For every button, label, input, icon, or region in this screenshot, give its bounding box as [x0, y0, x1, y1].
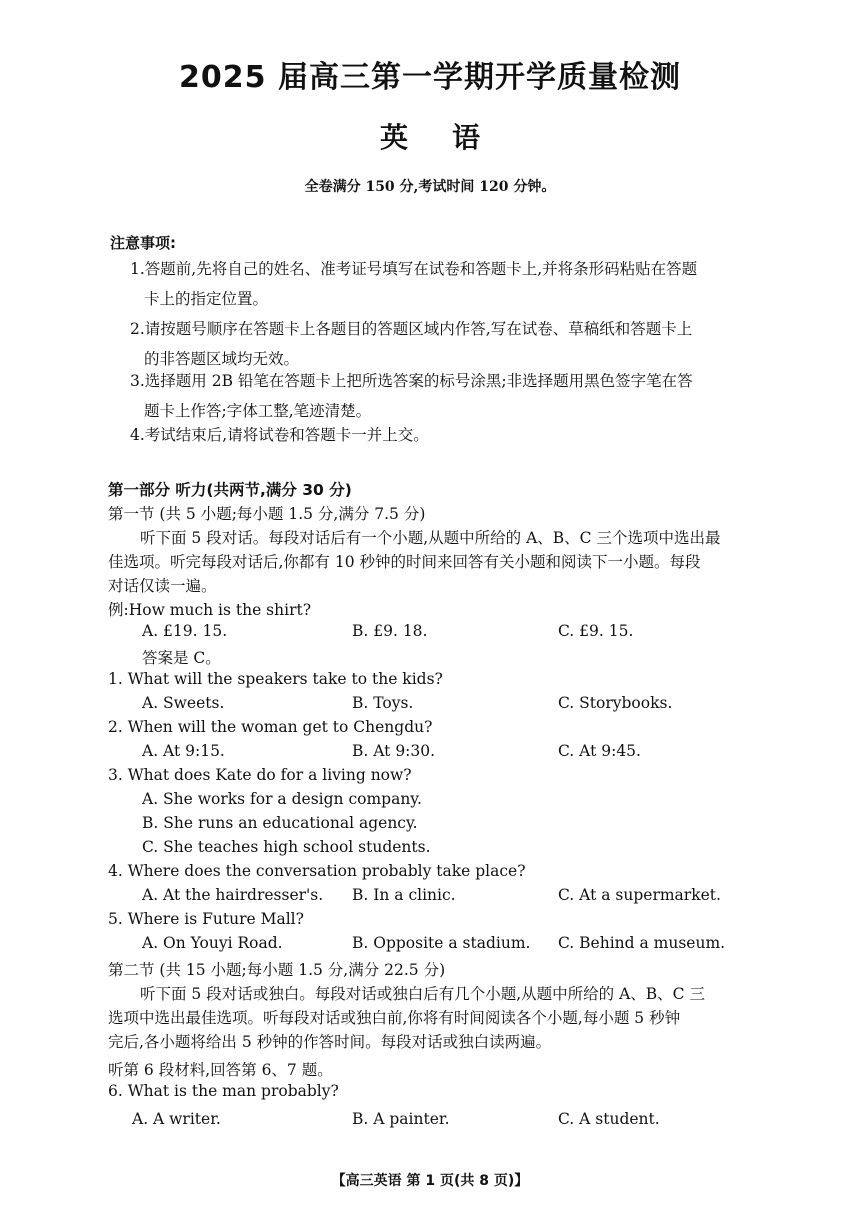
question-4: 4. Where does the conversation probably take place?: [108, 862, 526, 880]
exam-meta: 全卷满分 150 分,考试时间 120 分钟。: [304, 179, 556, 195]
q4-option-b: B. In a clinic.: [352, 886, 456, 904]
notice-item-4: [130, 420, 770, 450]
question-5: 5. Where is Future Mall?: [108, 910, 304, 928]
section1-instructions: [108, 526, 768, 598]
q4-option-c: C. At a supermarket.: [558, 886, 721, 904]
example-option-a: A. £19. 15.: [142, 622, 228, 640]
example-option-c: C. £9. 15.: [558, 622, 634, 640]
material-6-label: 听第 6 段材料,回答第 6、7 题。: [108, 1061, 333, 1079]
example-option-b: B. £9. 18.: [352, 622, 428, 640]
notice-item-3-line2: 题卡上作答;字体工整,笔迹清楚。: [144, 402, 372, 420]
notice-item-1-line1: 1.答题前,先将自己的姓名、准考证号填写在试卷和答题卡上,并将条形码粘贴在答题: [130, 260, 698, 278]
section2-instructions-line2: 选项中选出最佳选项。听每段对话或独白前,你将有时间阅读各个小题,每小题 5 秒钟: [108, 1009, 681, 1027]
q5-option-b: B. Opposite a stadium.: [352, 934, 531, 952]
section2-heading: 第二节 (共 15 小题;每小题 1.5 分,满分 22.5 分): [108, 961, 446, 979]
notice-item-3-line1: 3.选择题用 2B 铅笔在答题卡上把所选答案的标号涂黑;非选择题用黑色签字笔在答: [130, 372, 693, 390]
subject-title: 英语: [379, 121, 524, 154]
section1-instructions-line3: 对话仅读一遍。: [108, 577, 217, 595]
q2-option-b: B. At 9:30.: [352, 742, 436, 760]
notice-item-2: [130, 314, 770, 374]
section1-heading: 第一节 (共 5 小题;每小题 1.5 分,满分 7.5 分): [108, 505, 426, 523]
q5-option-a: A. On Youyi Road.: [142, 934, 283, 952]
q6-option-b: B. A painter.: [352, 1110, 450, 1128]
notice-item-1: [130, 254, 770, 314]
q3-option-c: C. She teaches high school students.: [142, 838, 431, 856]
section1-instructions-line2: 佳选项。听完每段对话后,你都有 10 秒钟的时间来回答有关小题和阅读下一小题。每段: [108, 553, 701, 571]
q1-option-a: A. Sweets.: [142, 694, 225, 712]
question-6: 6. What is the man probably?: [108, 1082, 339, 1100]
exam-title: 2025 届高三第一学期开学质量检测: [179, 60, 681, 95]
notice-item-3: [130, 366, 770, 426]
part1-heading: 第一部分 听力(共两节,满分 30 分): [108, 481, 352, 499]
notice-item-2-line1: 2.请按题号顺序在答题卡上各题目的答题区域内作答,写在试卷、草稿纸和答题卡上: [130, 320, 693, 338]
example-question: 例:How much is the shirt?: [108, 601, 312, 619]
q2-option-c: C. At 9:45.: [558, 742, 641, 760]
question-1: 1. What will the speakers take to the kids?: [108, 670, 443, 688]
notice-item-2-line2: 的非答题区域均无效。: [144, 350, 300, 368]
notice-item-1-line2: 卡上的指定位置。: [144, 290, 269, 308]
example-answer: 答案是 C。: [142, 649, 221, 667]
q1-option-c: C. Storybooks.: [558, 694, 673, 712]
section1-instructions-line1: 听下面 5 段对话。每段对话后有一个小题,从题中所给的 A、B、C 三个选项中选出最: [140, 529, 721, 547]
section2-instructions-line1: 听下面 5 段对话或独白。每段对话或独白后有几个小题,从题中所给的 A、B、C 三: [140, 985, 705, 1003]
q1-option-b: B. Toys.: [352, 694, 414, 712]
q3-option-a: A. She works for a design company.: [142, 790, 422, 808]
notice-item-4-line1: 4.考试结束后,请将试卷和答题卡一并上交。: [130, 426, 429, 444]
q2-option-a: A. At 9:15.: [142, 742, 225, 760]
q6-option-c: C. A student.: [558, 1110, 660, 1128]
question-3: 3. What does Kate do for a living now?: [108, 766, 412, 784]
question-2: 2. When will the woman get to Chengdu?: [108, 718, 433, 736]
q4-option-a: A. At the hairdresser's.: [142, 886, 324, 904]
q6-option-a: A. A writer.: [132, 1110, 221, 1128]
q3-option-b: B. She runs an educational agency.: [142, 814, 418, 832]
section2-instructions-line3: 完后,各小题将给出 5 秒钟的作答时间。每段对话或独白读两遍。: [108, 1033, 552, 1051]
q5-option-c: C. Behind a museum.: [558, 934, 726, 952]
page-footer: 【高三英语 第 1 页(共 8 页)】: [331, 1173, 529, 1189]
notice-heading: 注意事项:: [110, 234, 176, 252]
section2-instructions: [108, 982, 768, 1054]
